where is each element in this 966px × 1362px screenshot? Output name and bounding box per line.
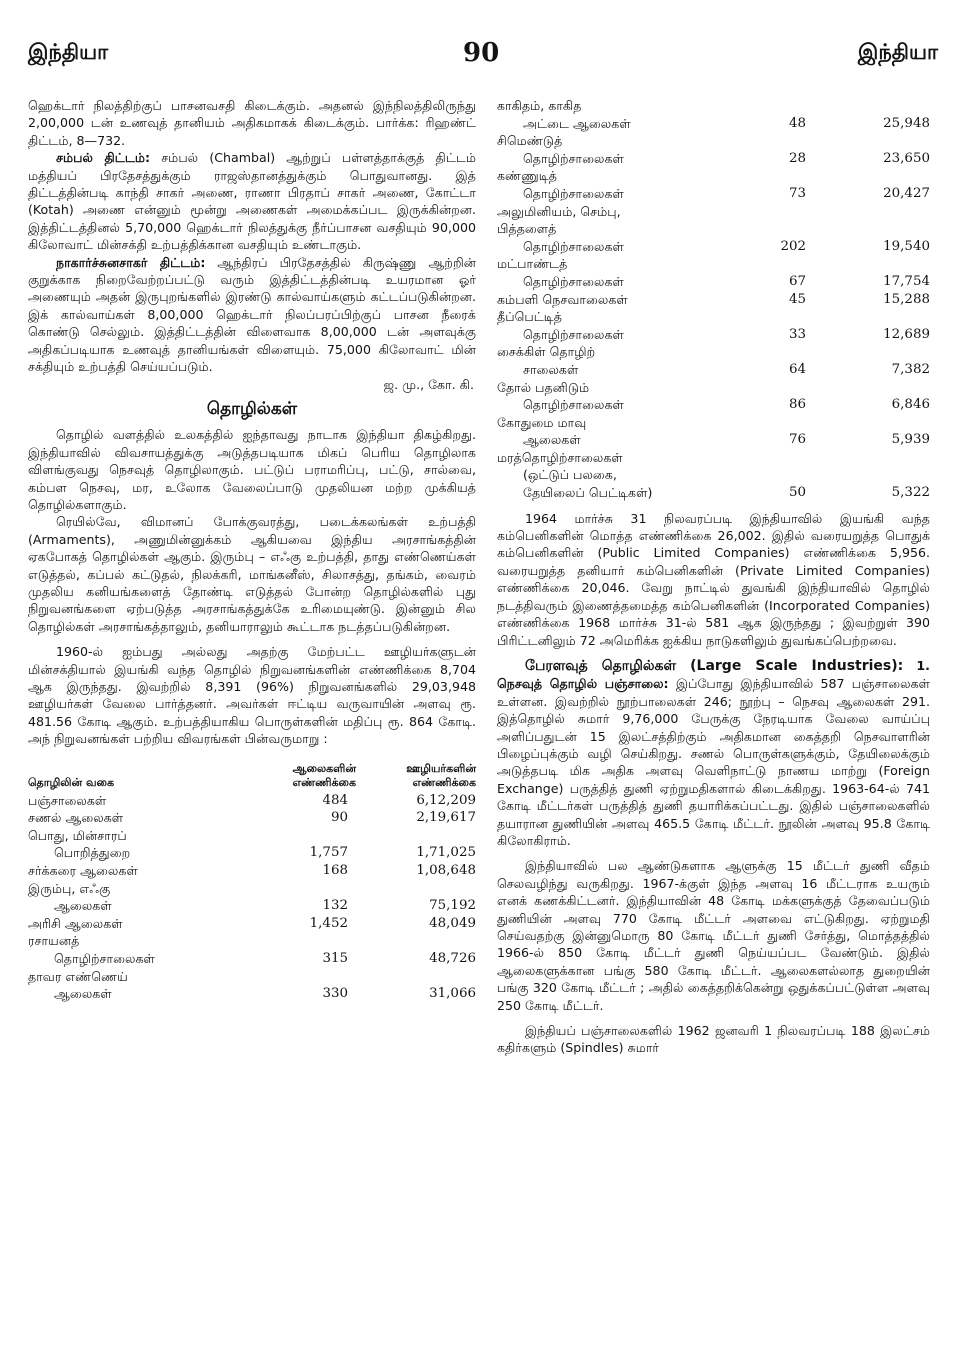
nagarjuna-lead: நாகார்ச்சுனசாகர் திட்டம்:	[56, 254, 206, 270]
mills-count-cell	[744, 97, 820, 115]
textile-text: இப்போது இந்தியாவில் 587 பஞ்சாலைகள் உள்ளன. இவற்றில் நூற்பாலைகள் 246; நூற்பு – நெசவு ஆலைகள் 291. இத்தொழில் சுமார் 9,76,000 பேருக்கு நேரடியாக வேலை வாய்ப்பு அளிப்பதுடன் 15 இலட்சத்திற்கும் அதிகமான கைத்தறி நெசவாளரின் பிழைப்புக்கும் வழி செய்கிறது. சணல் பொருள்களுக்கும், தேயிலைக்கும் அடுத்தபடி மிக அதிக அளவு வெளிநாட்டு நாணய மாற்று (Foreign Exchange) பருத்தித் துணி ஏற்றுமதிகளால் கிடைக்கிறது. 1963-64-ல் 741 கோடி மீட்டர்கள் பருத்தித் துணி தயாரிக்கப்பட்டது. இதில் பஞ்சாலைகளில் தயாரான துணியின் அளவு 465.5 கோடி மீட்டர். நூலின் அளவு 95.8 கோடி கிலோகிராம்.	[497, 676, 930, 848]
industry-name-cell: தொழிற்சாலைகள்	[54, 950, 155, 966]
mills-count-cell: 315	[322, 950, 348, 966]
nagarjuna-text: ஆந்திரப் பிரதேசத்தில் கிருஷ்ணு ஆற்றின் குறுக்காக நிறைவேற்றப்பட்டு வரும் இத்திட்டத்தின்படி உயரமான ஓர் அணையும் அதன் இருபுறங்களில் இரண்டு கால்வாய்களும் கட்டப்படுகின்றன. இக் கால்வாய்கள் 8,00,000 ஹெக்டார் நிலப்பரப்பிற்குப் பாசன நீரைக் கொண்டு செல்லும். இத்திட்டத்தின் விளைவாக 8,00,000 டன் அளவுக்கு அதிகப்படியாக உணவுத் தானியங்கள் விளையும். 75,000 கிலோவாட் மின் சக்தியும் உற்பத்தி செய்யப்படும்.	[28, 254, 476, 375]
workers-count-cell: 23,650	[883, 150, 930, 166]
industry-name-cell: தொழிற்சாலைகள்	[523, 185, 624, 201]
mills-count-cell	[744, 379, 820, 397]
table-row	[28, 880, 476, 898]
chambal-text: சம்பல் (Chambal) ஆற்றுப் பள்ளத்தாக்குத் திட்டம் மத்தியப் பிரதேசத்துக்கும் ராஜஸ்தானத்துக்கும் பொதுவானது. இத் திட்டத்தின்படி காந்தி சாகர் அணை, ராணா பிரதாப் சாகர் அணை, கோட்டா (Kotah) அணை என்னும் மூன்று அணைகள் அமைக்கப்பட இருக்கின்றன. இத்திட்டத்தினல் 5,70,000 ஹெக்டார் நிலத்துக்கு நீர்ப்பாசன வசதியும் 90,000 கிலோவாட் மின்சக்தி உற்பத்திக்கான வசதியும் உண்டாகும்.	[28, 150, 476, 253]
workers-count-cell: 20,427	[883, 185, 930, 201]
workers-count-cell	[820, 167, 930, 185]
industry-name-cell: தொழிற்சாலைகள்	[523, 150, 624, 166]
table-row	[497, 379, 930, 397]
workers-count-cell: 31,066	[429, 986, 476, 1002]
mills-count-cell: 28	[788, 150, 806, 166]
industry-name-cell: சாலைகள்	[523, 361, 579, 377]
industry-name-cell: காகிதம், காகித	[497, 98, 582, 113]
paragraph-cloth-consumption: இந்தியாவில் பல ஆண்டுகளாக ஆளுக்கு 15 மீட்டர் துணி வீதம் செலவழிந்து வருகிறது. 1967-க்குள் இந்த அளவு 16 மீட்டராக உயரும் எனக் கணக்கிட்டனர். இந்தியாவின் 48 கோடி மக்களுக்குத் தேவைப்படும் துணியின் அளவு 770 கோடி மீட்டர் அளவை எட்டுகிறது. ஏற்றுமதி செய்வதற்கு இன்னுமொரு 80 கோடி மீட்டர் துணி சேர்த்து, மொத்தத்தில் 1966-ல் 850 கோடி மீட்டர் துணி நெய்யப்பட வேண்டும். இதில் ஆலைகளுக்கான பங்கு 580 கோடி மீட்டர். ஆலைகளல்லாத துறையின் பங்கு 320 கோடி மீட்டர் ; அதில் கைத்தறிக்கென்று ஒதுக்கப்பட்டுள்ள அளவு 250 கோடி மீட்டர்.	[497, 858, 930, 1013]
textile-lead: 1. நெசவுத் தொழில் பஞ்சாலை:	[497, 657, 930, 692]
mills-count-cell	[262, 968, 356, 986]
mills-count-cell	[744, 167, 820, 185]
mills-count-cell: 1,757	[309, 845, 348, 861]
paragraph-chambal	[28, 149, 476, 253]
industry-name-cell: சிமெண்டுத்	[497, 133, 563, 149]
industry-name-cell: ஆலைகள்	[523, 432, 581, 448]
table-body	[497, 97, 930, 502]
workers-count-cell: 1,71,025	[416, 845, 476, 861]
workers-count-cell	[820, 97, 930, 115]
workers-count-cell: 6,846	[891, 397, 930, 413]
workers-count-cell	[356, 880, 476, 898]
table-row	[497, 343, 930, 361]
page-header	[28, 40, 938, 80]
industry-name-cell: சணல் ஆலைகள்	[28, 810, 124, 826]
left-column	[28, 97, 476, 1003]
industry-name-cell: ரசாயனத்	[28, 933, 80, 949]
workers-count-cell: 48,049	[429, 915, 476, 931]
mills-count-cell	[744, 449, 820, 467]
mills-count-cell: 132	[322, 898, 348, 914]
table-row	[28, 968, 476, 986]
paragraph-spindles: இந்தியப் பஞ்சாலைகளில் 1962 ஜனவரி 1 நிலவரப்படி 188 இலட்சம் கதிர்களும் (Spindles) சுமார்	[497, 1023, 930, 1056]
right-column	[497, 97, 930, 1057]
mills-count-cell	[744, 308, 820, 326]
section-heading-industries: தொழில்கள்	[206, 398, 298, 419]
workers-count-cell: 19,540	[883, 238, 930, 254]
table-row	[28, 844, 476, 862]
mills-count-cell	[262, 880, 356, 898]
mills-count-cell: 48	[788, 115, 806, 131]
header-workers-count: ஊழியர்களின் எண்ணிக்கை	[406, 761, 476, 789]
paragraph-companies: 1964 மார்ச்சு 31 நிலவரப்படி இந்தியாவில் இயங்கி வந்த கம்பெனிகளின் மொத்த எண்ணிக்கை 26,002. இதில் வரையறுத்த பொதுக் கம்பெனிகளின் (Public Limited Companies) எண்ணிக்கை 5,956. வரையறுத்த தனியார் கம்பெனிகளின் (Private Limited Companies) எண்ணிக்கை 20,046. வேறு நாட்டில் துவங்கி இந்தியாவில் தொழில் நடத்திவரும் இணைத்தமைத்த கம்பெனிகளின் (Incorporated Companies) எண்ணிக்கை 1968 மார்ச்சு 31-ல் 581 ஆக இருந்தது ; இவற்றுள் 390 பிரிட்டனிலும் 72 அமெரிக்க ஐக்கிய நாடுகளிலும் துவங்கப்பெற்றவை.	[497, 510, 930, 648]
table-row	[497, 255, 930, 273]
industry-name-cell: தாவர எண்ணெய்	[28, 968, 128, 984]
industry-stats-table	[28, 762, 476, 1003]
table-row	[497, 484, 930, 502]
mills-count-cell: 90	[330, 810, 348, 826]
workers-count-cell	[356, 968, 476, 986]
mills-count-cell: 50	[788, 485, 806, 501]
industry-name-cell: பொறித்துறை	[54, 845, 131, 861]
mills-count-cell: 73	[788, 185, 806, 201]
mills-count-cell: 484	[322, 792, 348, 808]
workers-count-cell	[820, 379, 930, 397]
table-row	[497, 203, 930, 221]
table-row	[28, 985, 476, 1003]
mills-count-cell: 330	[322, 986, 348, 1002]
industry-name-cell: தீப்பெட்டித்	[497, 309, 562, 325]
mills-count-cell	[744, 220, 820, 238]
industry-name-cell: தொழிற்சாலைகள்	[523, 238, 624, 254]
industry-name-cell: அலுமினியம், செம்பு,	[497, 203, 621, 219]
table-header-row	[28, 762, 476, 792]
table-row	[497, 414, 930, 432]
industry-name-cell: அட்டை ஆலைகள்	[523, 115, 631, 131]
industry-name-cell: பித்தளைத்	[497, 221, 557, 237]
paragraph-large-scale	[497, 657, 930, 849]
table-row	[497, 132, 930, 150]
workers-count-cell: 6,12,209	[416, 792, 476, 808]
industry-name-cell: கண்ணுடித்	[497, 168, 557, 184]
industry-name-cell: மட்பாண்டத்	[497, 256, 568, 272]
industry-name-cell: கோதுமை மாவு	[497, 414, 587, 430]
header-mills-count: ஆலைகளின் எண்ணிக்கை	[292, 761, 356, 789]
workers-count-cell: 75,192	[429, 898, 476, 914]
table-row	[497, 326, 930, 344]
workers-count-cell	[820, 203, 930, 221]
table-row	[497, 150, 930, 168]
mills-count-cell	[744, 255, 820, 273]
workers-count-cell: 25,948	[883, 115, 930, 131]
workers-count-cell: 17,754	[883, 273, 930, 289]
mills-count-cell	[744, 414, 820, 432]
industry-name-cell: ஆலைகள்	[54, 986, 112, 1002]
table-body	[28, 792, 476, 1003]
table-row	[497, 396, 930, 414]
mills-count-cell	[744, 343, 820, 361]
table-row	[28, 932, 476, 950]
running-head-right: இந்தியா	[857, 40, 938, 64]
table-row	[497, 361, 930, 379]
mills-count-cell: 45	[788, 291, 806, 307]
workers-count-cell: 2,19,617	[416, 810, 476, 826]
table-row	[497, 291, 930, 309]
table-row	[497, 185, 930, 203]
mills-count-cell: 76	[788, 432, 806, 448]
workers-count-cell: 15,288	[883, 291, 930, 307]
mills-count-cell: 67	[788, 273, 806, 289]
workers-count-cell	[820, 343, 930, 361]
industry-name-cell: தோல் பதனிடும்	[497, 379, 590, 395]
workers-count-cell	[820, 449, 930, 467]
table-row	[497, 273, 930, 291]
table-row	[28, 897, 476, 915]
workers-count-cell	[820, 466, 930, 484]
chambal-lead: சம்பல் திட்டம்:	[56, 150, 151, 166]
table-row	[28, 827, 476, 845]
mills-count-cell: 168	[322, 863, 348, 878]
table-row	[497, 449, 930, 467]
mills-count-cell	[744, 203, 820, 221]
paragraph-industry-1: தொழில் வளத்தில் உலகத்தில் ஐந்தாவது நாடாக இந்தியா திகழ்கிறது. இந்தியாவில் விவசாயத்துக்கு அடுத்தபடியாக மிகப் பெரிய தொழிலாக விளங்குவது நெசவுத் தொழிலாகும். பட்டுப் பராமரிப்பு, பட்டு, சால்வை, கம்பள நெசவு, மர, உலோக வேலைப்பாடு முதலியன மற்ற முக்கியத் தொழில்களாகும்.	[28, 427, 476, 512]
workers-count-cell	[820, 132, 930, 150]
table-row	[497, 97, 930, 115]
industry-stats-table-continued	[497, 97, 930, 502]
workers-count-cell: 7,382	[891, 361, 930, 377]
workers-count-cell: 1,08,648	[416, 863, 476, 878]
paragraph-nagarjuna	[28, 254, 476, 376]
workers-count-cell: 12,689	[883, 326, 930, 342]
large-scale-heading: பேரளவுத் தொழில்கள் (Large Scale Industries):	[525, 657, 904, 674]
mills-count-cell: 1,452	[309, 915, 348, 931]
industry-name-cell: அரிசி ஆலைகள்	[28, 915, 123, 931]
industry-name-cell: கம்பளி நெசவாலைகள்	[497, 291, 628, 307]
workers-count-cell	[356, 827, 476, 845]
workers-count-cell	[356, 932, 476, 950]
running-head-left: இந்தியா	[28, 40, 109, 64]
workers-count-cell	[820, 308, 930, 326]
industry-name-cell: சைக்கிள் தொழிற்	[497, 344, 596, 360]
table-row	[28, 809, 476, 827]
table-row	[28, 792, 476, 810]
workers-count-cell	[820, 220, 930, 238]
table-row	[497, 466, 930, 484]
mills-count-cell	[262, 932, 356, 950]
paragraph-rihand-continuation: ஹெக்டார் நிலத்திற்குப் பாசனவசதி கிடைக்கும். அதனல் இந்நிலத்திலிருந்து 2,00,000 டன் உணவுத் தானியம் அதிகமாகக் கிடைக்கும். பார்க்க: ரிஹண்ட் திட்டம், 8—732.	[28, 98, 476, 148]
header-industry-type: தொழிலின் வகை	[28, 775, 114, 789]
industry-name-cell: சர்க்கரை ஆலைகள்	[28, 863, 138, 878]
industry-name-cell: தொழிற்சாலைகள்	[523, 397, 624, 413]
page-number: 90	[463, 38, 500, 68]
industry-name-cell: பஞ்சாலைகள்	[28, 792, 107, 808]
mills-count-cell: 64	[788, 361, 806, 377]
table-row	[497, 115, 930, 133]
mills-count-cell	[262, 827, 356, 845]
industry-name-cell: (ஒட்டுப் பலகை,	[523, 467, 617, 483]
mills-count-cell	[744, 466, 820, 484]
workers-count-cell: 5,939	[891, 432, 930, 448]
table-row	[497, 220, 930, 238]
paragraph-industry-3: 1960-ல் ஐம்பது அல்லது அதற்கு மேற்பட்ட ஊழியர்களுடன் மின்சக்தியால் இயங்கி வந்த தொழில் நிறுவனங்களின் எண்ணிக்கை 8,704 ஆக இருந்தது. இவற்றில் 8,391 (96%) நிறுவனங்களில் 29,03,948 ஊழியர்கள் வேலை பார்த்தனர். அவர்கள் ஈட்டிய வருவாயின் அளவு ரூ. 481.56 கோடி ஆகும். உற்பத்தியாகிய பொருள்களின் மதிப்பு ரூ. 864 கோடி. அந் நிறுவனங்கள் பற்றிய விவரங்கள் பின்வருமாறு :	[28, 644, 476, 747]
industry-name-cell: தொழிற்சாலைகள்	[523, 326, 624, 342]
industry-name-cell: பொது, மின்சாரப்	[28, 827, 127, 843]
industry-name-cell: ஆலைகள்	[54, 898, 112, 914]
table-row	[28, 950, 476, 968]
workers-count-cell	[820, 414, 930, 432]
industry-name-cell: இரும்பு, எஃகு	[28, 880, 111, 896]
table-row	[28, 862, 476, 880]
table-row	[497, 167, 930, 185]
workers-count-cell: 48,726	[429, 950, 476, 966]
table-row	[497, 308, 930, 326]
table-row	[497, 431, 930, 449]
workers-count-cell	[820, 255, 930, 273]
paragraph-industry-2: ரெயில்வே, விமானப் போக்குவரத்து, படைக்கலங்கள் உற்பத்தி (Armaments), அணுமின்னுக்கம் ஆகியவை இந்திய அரசாங்கத்தின் ஏகபோகத் தொழில்கள் ஆகும். இரும்பு – எஃகு உற்பத்தி, தாது எண்ணெய்கள் எடுத்தல், கப்பல் கட்டுதல், நிலக்கரி, மாங்கனீஸ், சிலாசத்து, தங்கம், வைரம் முதலிய கனியங்களைத் தோண்டி எடுத்தல் போன்ற தொழில்களில் புது நிறுவனங்களை ஏற்படுத்த அரசாங்கத்துக்கே உரிமையுண்டு. இன்னும் சில தொழில்கள் அரசாங்கத்தாலும், தனியாராலும் கூட்டாக நடத்தப்படுகின்றன.	[28, 514, 476, 634]
mills-count-cell	[744, 132, 820, 150]
table-row	[28, 915, 476, 933]
mills-count-cell: 33	[788, 326, 806, 342]
workers-count-cell: 5,322	[891, 485, 930, 501]
mills-count-cell: 86	[788, 397, 806, 413]
industry-name-cell: தேயிலைப் பெட்டிகள்)	[523, 485, 653, 501]
author-signature: ஜ. மு., கோ. கி.	[383, 376, 474, 392]
industry-name-cell: மரத்தொழிற்சாலைகள்	[497, 449, 623, 465]
table-row	[497, 238, 930, 256]
mills-count-cell: 202	[780, 238, 806, 254]
industry-name-cell: தொழிற்சாலைகள்	[523, 273, 624, 289]
